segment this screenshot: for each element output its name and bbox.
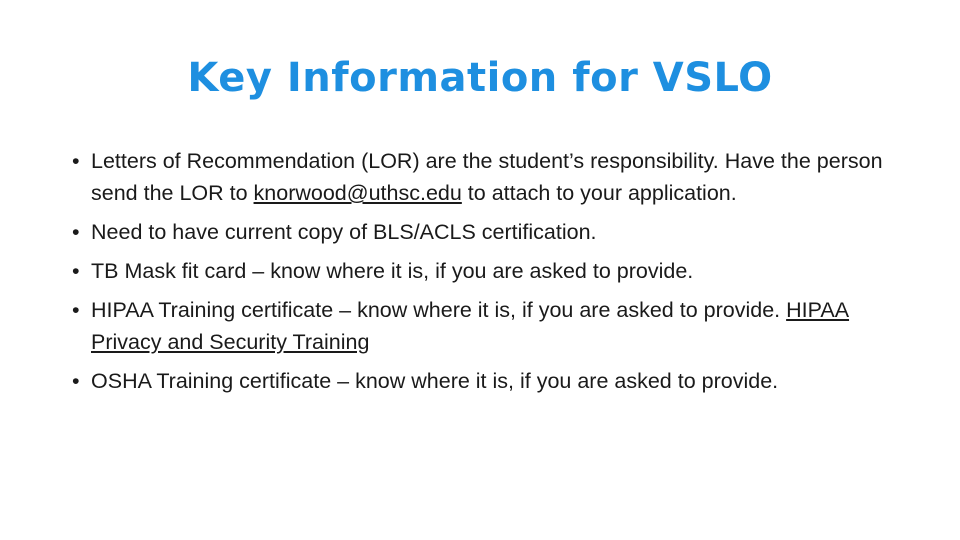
bullet-text: to attach to your application.: [461, 181, 737, 205]
bullet-text: OSHA Training certificate – know where it is, if you are asked to provide.: [91, 369, 779, 393]
bullet-item-tb-mask: [72, 255, 892, 287]
bullet-item-hipaa: [72, 294, 892, 358]
slide-title: Key Information for VSLO: [187, 55, 773, 101]
bullet-item-osha: [72, 365, 892, 397]
bullet-list: [72, 145, 892, 404]
bullet-dot-icon: •: [72, 149, 80, 173]
bullet-dot-icon: •: [72, 259, 80, 283]
bullet-dot-icon: •: [72, 220, 80, 244]
bullet-dot-icon: •: [72, 369, 80, 393]
bullet-item-bls-acls: [72, 216, 892, 248]
bullet-dot-icon: •: [72, 298, 80, 322]
bullet-text: TB Mask fit card – know where it is, if you are asked to provide.: [91, 259, 694, 283]
hipaa-training-link[interactable]: HIPAA Privacy and Security Training: [91, 298, 850, 354]
bullet-text: HIPAA Training certificate – know where it is, if you are asked to provide.: [91, 298, 787, 322]
bullet-item-lor: [72, 145, 892, 209]
email-link[interactable]: knorwood@uthsc.edu: [253, 181, 462, 205]
bullet-text: Need to have current copy of BLS/ACLS certification.: [91, 220, 597, 244]
bullet-text: Letters of Recommendation (LOR) are the student’s responsibility. Have the person send the LOR to: [91, 149, 883, 205]
